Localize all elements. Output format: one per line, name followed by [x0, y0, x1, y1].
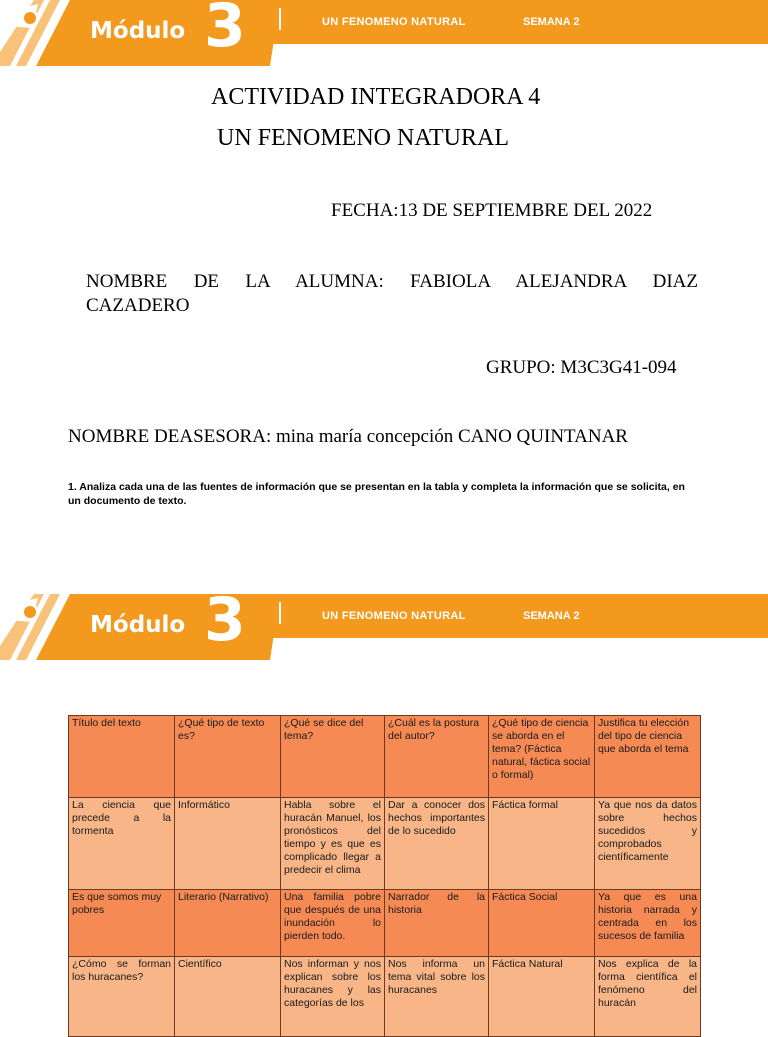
- sep-logo-icon: [0, 0, 44, 30]
- module-number-page2: 3: [204, 594, 246, 655]
- table-cell: Dar a conocer dos hechos importantes de lo sucedido: [385, 798, 489, 890]
- module-number: 3: [204, 0, 246, 61]
- header-cell: ¿Cuál es la postura del autor?: [385, 716, 489, 798]
- table-cell: Habla sobre el huracán Manuel, los pronósticos del tiempo y es que es complicado llegar a predecir el clima: [281, 798, 385, 890]
- module-label-page2: Módulo: [90, 612, 186, 638]
- table-cell: Fáctica Social: [489, 890, 595, 957]
- table-header-row: [69, 716, 701, 798]
- activity-title: ACTIVIDAD INTEGRADORA 4: [211, 84, 541, 110]
- table-cell: Una familia pobre que después de una inundación lo pierden todo.: [281, 890, 385, 957]
- module-banner: [0, 0, 768, 66]
- header-cell: ¿Qué tipo de texto es?: [175, 716, 281, 798]
- table-cell: Nos informan y nos explican sobre los huracanes y las categorías de los: [281, 957, 385, 1037]
- table-cell: Fáctica formal: [489, 798, 595, 890]
- student-name-line: NOMBRE DE LA ALUMNA: FABIOLA ALEJANDRA DIAZ: [86, 271, 698, 292]
- table-row: [69, 798, 701, 890]
- activity-subtitle: UN FENOMENO NATURAL: [217, 125, 509, 151]
- banner-divider-page2: [279, 602, 281, 624]
- module-label: Módulo: [90, 18, 186, 44]
- analysis-table: [68, 715, 701, 1037]
- header-cell: ¿Qué tipo de ciencia se aborda en el tema? (Fáctica natural, fáctica social o formal): [489, 716, 595, 798]
- header-cell: Justifica tu elección del tipo de ciencia que aborda el tema: [595, 716, 701, 798]
- sep-logo-icon-page2: [0, 594, 44, 624]
- table-cell: Literario (Narrativo): [175, 890, 281, 957]
- instruction-text: 1. Analiza cada una de las fuentes de información que se presentan en la tabla y completa la información que se solicita, en un documento de texto.: [68, 481, 685, 507]
- table-cell: Informático: [175, 798, 281, 890]
- banner-week: SEMANA 2: [523, 16, 580, 28]
- banner-divider: [279, 8, 281, 30]
- banner-week-page2: SEMANA 2: [523, 610, 580, 622]
- table-cell: La ciencia que precede a la tormenta: [69, 798, 175, 890]
- table-cell: Nos informa un tema vital sobre los huracanes: [385, 957, 489, 1037]
- banner-topic: UN FENOMENO NATURAL: [322, 16, 466, 28]
- table-row: [69, 957, 701, 1037]
- table-cell: Científico: [175, 957, 281, 1037]
- table-cell: Narrador de la historia: [385, 890, 489, 957]
- advisor-line: NOMBRE DEASESORA: mina maría concepción CANO QUINTANAR: [68, 426, 628, 447]
- header-cell: ¿Qué se dice del tema?: [281, 716, 385, 798]
- student-name-continued: CAZADERO: [86, 295, 190, 316]
- table-cell: ¿Cómo se forman los huracanes?: [69, 957, 175, 1037]
- table-cell: Ya que nos da datos sobre hechos sucedidos y comprobados científicamente: [595, 798, 701, 890]
- table-cell: Es que somos muy pobres: [69, 890, 175, 957]
- table-cell: Fáctica Natural: [489, 957, 595, 1037]
- banner-topic-page2: UN FENOMENO NATURAL: [322, 610, 466, 622]
- group-line: GRUPO: M3C3G41-094: [486, 357, 677, 378]
- table-cell: Ya que es una historia narrada y centrada en los sucesos de familia: [595, 890, 701, 957]
- date-line: FECHA:13 DE SEPTIEMBRE DEL 2022: [331, 200, 653, 221]
- header-cell: Título del texto: [69, 716, 175, 798]
- module-banner-page2: [0, 594, 768, 660]
- table-row: [69, 890, 701, 957]
- table-cell: Nos explica de la forma científica el fenómeno del huracán: [595, 957, 701, 1037]
